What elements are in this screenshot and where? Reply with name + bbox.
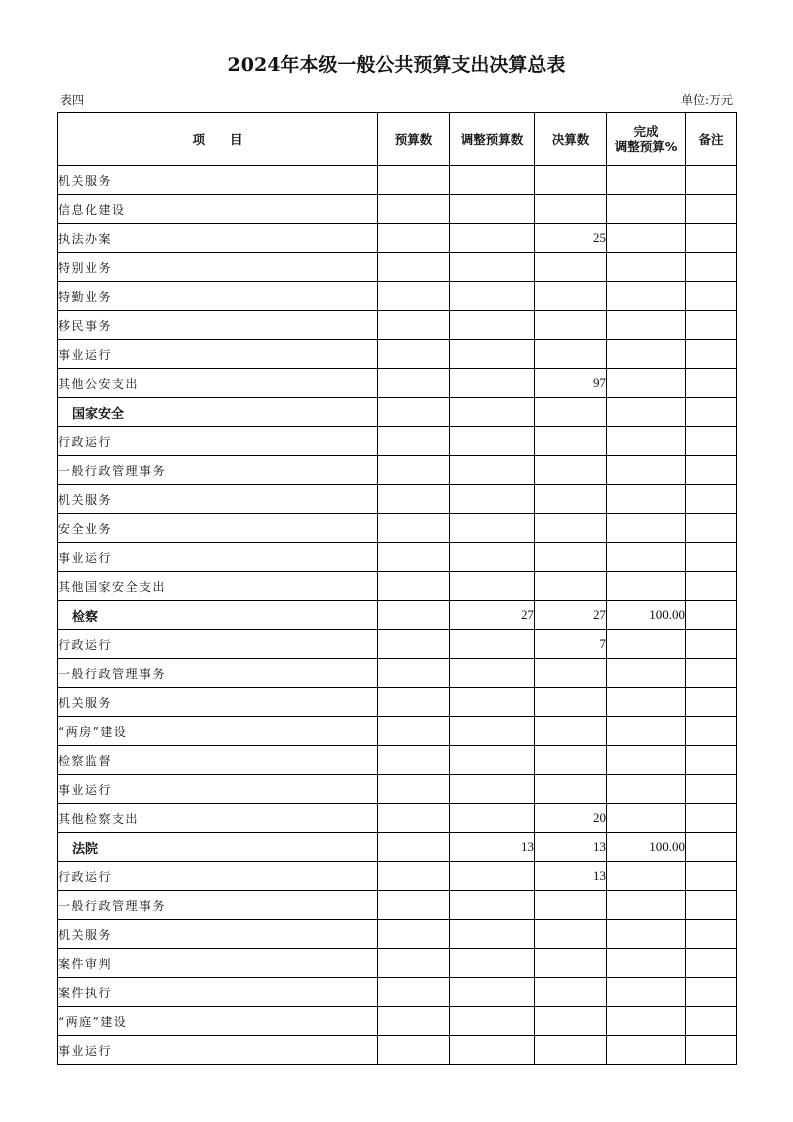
completion-rate-cell: [607, 427, 686, 456]
table-row: [58, 949, 737, 978]
item-name-cell: 案件审判: [58, 949, 378, 978]
table-row: [58, 282, 737, 311]
budget-cell: [378, 804, 450, 833]
item-name-cell: 事业运行: [58, 775, 378, 804]
final-amount-cell: [535, 775, 607, 804]
adjusted-budget-cell: [450, 282, 535, 311]
adjusted-budget-cell: [450, 775, 535, 804]
final-amount-cell: [535, 340, 607, 369]
completion-rate-cell: [607, 746, 686, 775]
final-amount-cell: [535, 166, 607, 195]
table-row: [58, 485, 737, 514]
adjusted-budget-cell: [450, 369, 535, 398]
remarks-cell: [686, 166, 737, 195]
final-amount-cell: [535, 572, 607, 601]
table-row: [58, 717, 737, 746]
completion-rate-cell: 100.00: [607, 601, 686, 630]
remarks-cell: [686, 717, 737, 746]
item-name-cell: 机关服务: [58, 485, 378, 514]
header-final-amount: 决算数: [535, 113, 607, 166]
remarks-cell: [686, 311, 737, 340]
completion-rate-cell: [607, 804, 686, 833]
completion-rate-cell: [607, 340, 686, 369]
budget-cell: [378, 398, 450, 427]
remarks-cell: [686, 456, 737, 485]
item-name-cell: 其他公安支出: [58, 369, 378, 398]
remarks-cell: [686, 891, 737, 920]
remarks-cell: [686, 224, 737, 253]
budget-cell: [378, 978, 450, 1007]
remarks-cell: [686, 572, 737, 601]
budget-cell: [378, 717, 450, 746]
category-row: [58, 833, 737, 862]
adjusted-budget-cell: [450, 398, 535, 427]
completion-rate-cell: [607, 543, 686, 572]
remarks-cell: [686, 833, 737, 862]
remarks-cell: [686, 543, 737, 572]
header-remarks: 备注: [686, 113, 737, 166]
budget-cell: [378, 340, 450, 369]
item-name-cell: 其他国家安全支出: [58, 572, 378, 601]
header-row: [58, 113, 737, 166]
remarks-cell: [686, 601, 737, 630]
unit-label: 单位:万元: [680, 93, 733, 107]
completion-rate-cell: [607, 630, 686, 659]
adjusted-budget-cell: [450, 311, 535, 340]
table-row: [58, 369, 737, 398]
remarks-cell: [686, 195, 737, 224]
table-label: 表四: [60, 93, 85, 107]
adjusted-budget-cell: [450, 427, 535, 456]
table-row: [58, 195, 737, 224]
item-name-cell: 特勤业务: [58, 282, 378, 311]
budget-cell: [378, 1007, 450, 1036]
item-name-cell: 其他检察支出: [58, 804, 378, 833]
budget-cell: [378, 630, 450, 659]
completion-rate-cell: [607, 1007, 686, 1036]
remarks-cell: [686, 514, 737, 543]
remarks-cell: [686, 282, 737, 311]
table-row: [58, 572, 737, 601]
adjusted-budget-cell: [450, 456, 535, 485]
final-amount-cell: 27: [535, 601, 607, 630]
completion-rate-cell: [607, 920, 686, 949]
table-row: [58, 253, 737, 282]
budget-cell: [378, 1036, 450, 1065]
adjusted-budget-cell: [450, 978, 535, 1007]
final-amount-cell: [535, 195, 607, 224]
final-amount-cell: [535, 659, 607, 688]
table-row: [58, 920, 737, 949]
budget-cell: [378, 195, 450, 224]
final-amount-cell: [535, 514, 607, 543]
adjusted-budget-cell: [450, 659, 535, 688]
table-row: [58, 427, 737, 456]
final-amount-cell: 13: [535, 862, 607, 891]
completion-rate-cell: [607, 717, 686, 746]
item-name-cell: 行政运行: [58, 862, 378, 891]
table-row: [58, 978, 737, 1007]
header-adjusted-budget: 调整预算数: [450, 113, 535, 166]
final-amount-cell: [535, 456, 607, 485]
remarks-cell: [686, 369, 737, 398]
final-amount-cell: [535, 1007, 607, 1036]
completion-rate-cell: [607, 456, 686, 485]
header-completion-line1: 完成: [633, 124, 659, 139]
adjusted-budget-cell: [450, 1036, 535, 1065]
adjusted-budget-cell: [450, 920, 535, 949]
header-budget: 预算数: [378, 113, 450, 166]
final-amount-cell: 20: [535, 804, 607, 833]
budget-cell: [378, 601, 450, 630]
final-amount-cell: [535, 485, 607, 514]
completion-rate-cell: [607, 775, 686, 804]
table-row: [58, 340, 737, 369]
completion-rate-cell: [607, 485, 686, 514]
completion-rate-cell: [607, 949, 686, 978]
remarks-cell: [686, 340, 737, 369]
table-row: [58, 224, 737, 253]
final-amount-cell: [535, 311, 607, 340]
item-name-cell: 特别业务: [58, 253, 378, 282]
remarks-cell: [686, 485, 737, 514]
final-amount-cell: [535, 891, 607, 920]
final-amount-cell: [535, 746, 607, 775]
final-amount-cell: 25: [535, 224, 607, 253]
final-amount-cell: [535, 978, 607, 1007]
completion-rate-cell: [607, 978, 686, 1007]
item-name-cell: 信息化建设: [58, 195, 378, 224]
adjusted-budget-cell: [450, 543, 535, 572]
remarks-cell: [686, 253, 737, 282]
adjusted-budget-cell: 27: [450, 601, 535, 630]
remarks-cell: [686, 398, 737, 427]
adjusted-budget-cell: 13: [450, 833, 535, 862]
table-row: [58, 775, 737, 804]
table-row: [58, 688, 737, 717]
item-name-cell: 机关服务: [58, 920, 378, 949]
final-amount-cell: [535, 688, 607, 717]
adjusted-budget-cell: [450, 746, 535, 775]
budget-cell: [378, 659, 450, 688]
table-row: [58, 659, 737, 688]
budget-cell: [378, 224, 450, 253]
remarks-cell: [686, 862, 737, 891]
item-name-cell: 国家安全: [58, 398, 378, 427]
item-name-cell: 安全业务: [58, 514, 378, 543]
budget-cell: [378, 282, 450, 311]
item-name-cell: 一般行政管理事务: [58, 891, 378, 920]
completion-rate-cell: [607, 688, 686, 717]
remarks-cell: [686, 920, 737, 949]
item-name-cell: “两庭”建设: [58, 1007, 378, 1036]
completion-rate-cell: [607, 311, 686, 340]
table-row: [58, 514, 737, 543]
remarks-cell: [686, 427, 737, 456]
remarks-cell: [686, 659, 737, 688]
adjusted-budget-cell: [450, 891, 535, 920]
budget-table: [57, 112, 737, 1065]
item-name-cell: 事业运行: [58, 340, 378, 369]
completion-rate-cell: [607, 1036, 686, 1065]
final-amount-cell: [535, 1036, 607, 1065]
budget-cell: [378, 427, 450, 456]
budget-cell: [378, 949, 450, 978]
item-name-cell: 移民事务: [58, 311, 378, 340]
adjusted-budget-cell: [450, 804, 535, 833]
item-name-cell: 检察: [58, 601, 378, 630]
budget-cell: [378, 833, 450, 862]
budget-cell: [378, 369, 450, 398]
completion-rate-cell: [607, 862, 686, 891]
completion-rate-cell: [607, 891, 686, 920]
table-row: [58, 166, 737, 195]
adjusted-budget-cell: [450, 253, 535, 282]
item-name-cell: 行政运行: [58, 630, 378, 659]
item-name-cell: 一般行政管理事务: [58, 659, 378, 688]
table-row: [58, 456, 737, 485]
adjusted-budget-cell: [450, 195, 535, 224]
completion-rate-cell: [607, 369, 686, 398]
table-row: [58, 1036, 737, 1065]
budget-cell: [378, 688, 450, 717]
final-amount-cell: [535, 398, 607, 427]
header-completion-rate: [607, 113, 686, 166]
completion-rate-cell: [607, 282, 686, 311]
completion-rate-cell: [607, 572, 686, 601]
adjusted-budget-cell: [450, 949, 535, 978]
completion-rate-cell: [607, 659, 686, 688]
budget-cell: [378, 253, 450, 282]
item-name-cell: 行政运行: [58, 427, 378, 456]
final-amount-cell: [535, 949, 607, 978]
budget-cell: [378, 572, 450, 601]
adjusted-budget-cell: [450, 224, 535, 253]
item-name-cell: 案件执行: [58, 978, 378, 1007]
remarks-cell: [686, 746, 737, 775]
completion-rate-cell: [607, 195, 686, 224]
completion-rate-cell: [607, 224, 686, 253]
adjusted-budget-cell: [450, 572, 535, 601]
table-row: [58, 746, 737, 775]
remarks-cell: [686, 688, 737, 717]
remarks-cell: [686, 1036, 737, 1065]
adjusted-budget-cell: [450, 166, 535, 195]
adjusted-budget-cell: [450, 862, 535, 891]
item-name-cell: 机关服务: [58, 688, 378, 717]
header-item: 项 目: [58, 113, 378, 166]
item-name-cell: “两房”建设: [58, 717, 378, 746]
header-completion-line2: 调整预算%: [614, 139, 678, 154]
item-name-cell: 事业运行: [58, 543, 378, 572]
table-row: [58, 862, 737, 891]
budget-cell: [378, 920, 450, 949]
remarks-cell: [686, 978, 737, 1007]
item-name-cell: 机关服务: [58, 166, 378, 195]
adjusted-budget-cell: [450, 514, 535, 543]
adjusted-budget-cell: [450, 688, 535, 717]
adjusted-budget-cell: [450, 1007, 535, 1036]
completion-rate-cell: [607, 166, 686, 195]
adjusted-budget-cell: [450, 340, 535, 369]
budget-cell: [378, 891, 450, 920]
budget-cell: [378, 775, 450, 804]
final-amount-cell: 7: [535, 630, 607, 659]
final-amount-cell: [535, 717, 607, 746]
adjusted-budget-cell: [450, 630, 535, 659]
adjusted-budget-cell: [450, 485, 535, 514]
item-name-cell: 事业运行: [58, 1036, 378, 1065]
final-amount-cell: 97: [535, 369, 607, 398]
table-row: [58, 1007, 737, 1036]
table-row: [58, 311, 737, 340]
adjusted-budget-cell: [450, 717, 535, 746]
final-amount-cell: [535, 282, 607, 311]
remarks-cell: [686, 949, 737, 978]
final-amount-cell: [535, 543, 607, 572]
page-title: 2024年本级一般公共预算支出决算总表: [227, 54, 566, 76]
budget-cell: [378, 514, 450, 543]
completion-rate-cell: [607, 514, 686, 543]
table-row: [58, 543, 737, 572]
final-amount-cell: [535, 253, 607, 282]
budget-cell: [378, 543, 450, 572]
final-amount-cell: [535, 920, 607, 949]
table-row: [58, 630, 737, 659]
remarks-cell: [686, 804, 737, 833]
budget-cell: [378, 485, 450, 514]
item-name-cell: 一般行政管理事务: [58, 456, 378, 485]
remarks-cell: [686, 1007, 737, 1036]
budget-cell: [378, 746, 450, 775]
table-row: [58, 891, 737, 920]
remarks-cell: [686, 630, 737, 659]
table-row: [58, 804, 737, 833]
item-name-cell: 法院: [58, 833, 378, 862]
final-amount-cell: [535, 427, 607, 456]
completion-rate-cell: [607, 253, 686, 282]
budget-cell: [378, 862, 450, 891]
category-row: [58, 398, 737, 427]
final-amount-cell: 13: [535, 833, 607, 862]
completion-rate-cell: 100.00: [607, 833, 686, 862]
budget-cell: [378, 456, 450, 485]
completion-rate-cell: [607, 398, 686, 427]
item-name-cell: 检察监督: [58, 746, 378, 775]
budget-cell: [378, 311, 450, 340]
category-row: [58, 601, 737, 630]
budget-cell: [378, 166, 450, 195]
item-name-cell: 执法办案: [58, 224, 378, 253]
remarks-cell: [686, 775, 737, 804]
